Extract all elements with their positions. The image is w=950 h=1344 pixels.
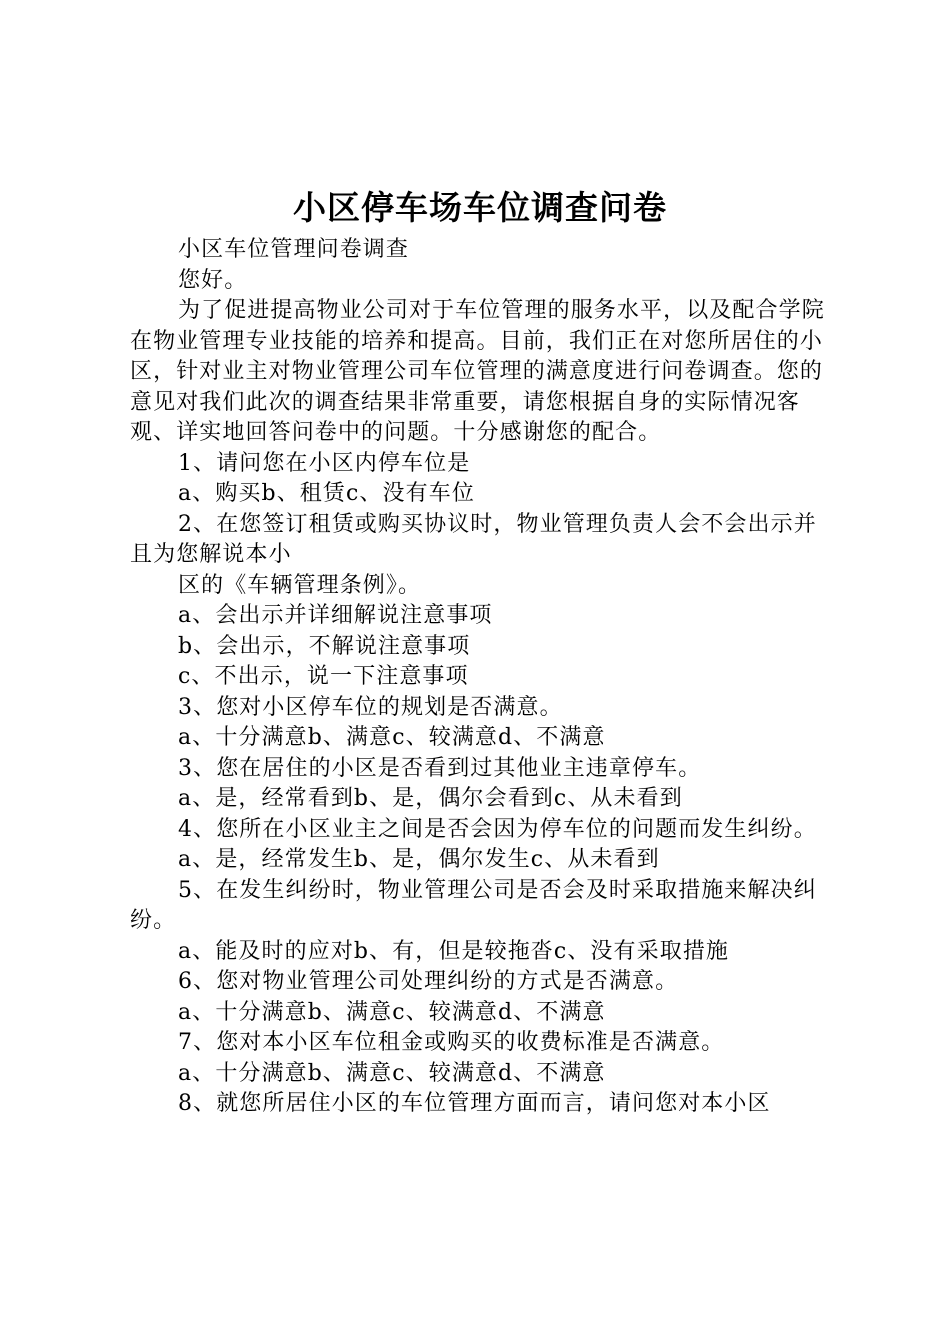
paragraph: 8、就您所居住小区的车位管理方面而言，请问您对本小区 (178, 1091, 771, 1116)
paragraph: 5、在发生纠纷时，物业管理公司是否会及时采取措施来解决纠纷。 (130, 877, 817, 933)
paragraph: a、十分满意b、满意c、较满意d、不满意 (178, 999, 606, 1025)
paragraph: 3、您在居住的小区是否看到过其他业主违章停车。 (178, 755, 702, 781)
paragraph: 1、请问您在小区内停车位是 (178, 450, 471, 476)
paragraph: a、是，经常看到b、是，偶尔会看到c、从未看到 (178, 786, 683, 811)
paragraph: 2、在您签订租赁或购买协议时，物业管理负责人会不会出示并且为您解说本小 (130, 511, 817, 567)
paragraph: a、是，经常发生b、是，偶尔发生c、从未看到 (178, 847, 660, 872)
paragraph: c、不出示，说一下注意事项 (178, 664, 469, 689)
paragraph: a、会出示并详细解说注意事项 (178, 603, 493, 628)
paragraph: 小区车位管理问卷调查 (178, 237, 410, 262)
paragraph: 为了促进提高物业公司对于车位管理的服务水平，以及配合学院在物业管理专业技能的培养和提高。目前，我们正在对您所居住的小区，针对业主对物业管理公司车位管理的满意度进行问卷调查。您的意见对我们此次的调查结果非常重要，请您根据自身的实际情况客观、详实地回答问卷中的问题。十分感谢您的配合。 (130, 298, 825, 445)
paragraph: 您好。 (178, 267, 248, 293)
paragraph: 3、您对小区停车位的规划是否满意。 (178, 694, 563, 720)
paragraph: 6、您对物业管理公司处理纠纷的方式是否满意。 (178, 969, 679, 994)
paragraph: 4、您所在小区业主之间是否会因为停车位的问题而发生纠纷。 (178, 816, 817, 842)
paragraph: a、十分满意b、满意c、较满意d、不满意 (178, 1060, 606, 1086)
paragraph: 区的《车辆管理条例》。 (178, 572, 422, 598)
paragraph: b、会出示，不解说注意事项 (178, 633, 471, 659)
document-title: 小区停车场车位调查问卷 (293, 188, 667, 227)
paragraph: a、十分满意b、满意c、较满意d、不满意 (178, 725, 606, 750)
paragraph: a、购买b、租赁c、没有车位 (178, 481, 475, 506)
paragraph: a、能及时的应对b、有，但是较拖沓c、没有采取措施 (178, 938, 730, 964)
paragraph: 7、您对本小区车位租金或购买的收费标准是否满意。 (178, 1030, 725, 1055)
document-body (130, 235, 832, 1120)
